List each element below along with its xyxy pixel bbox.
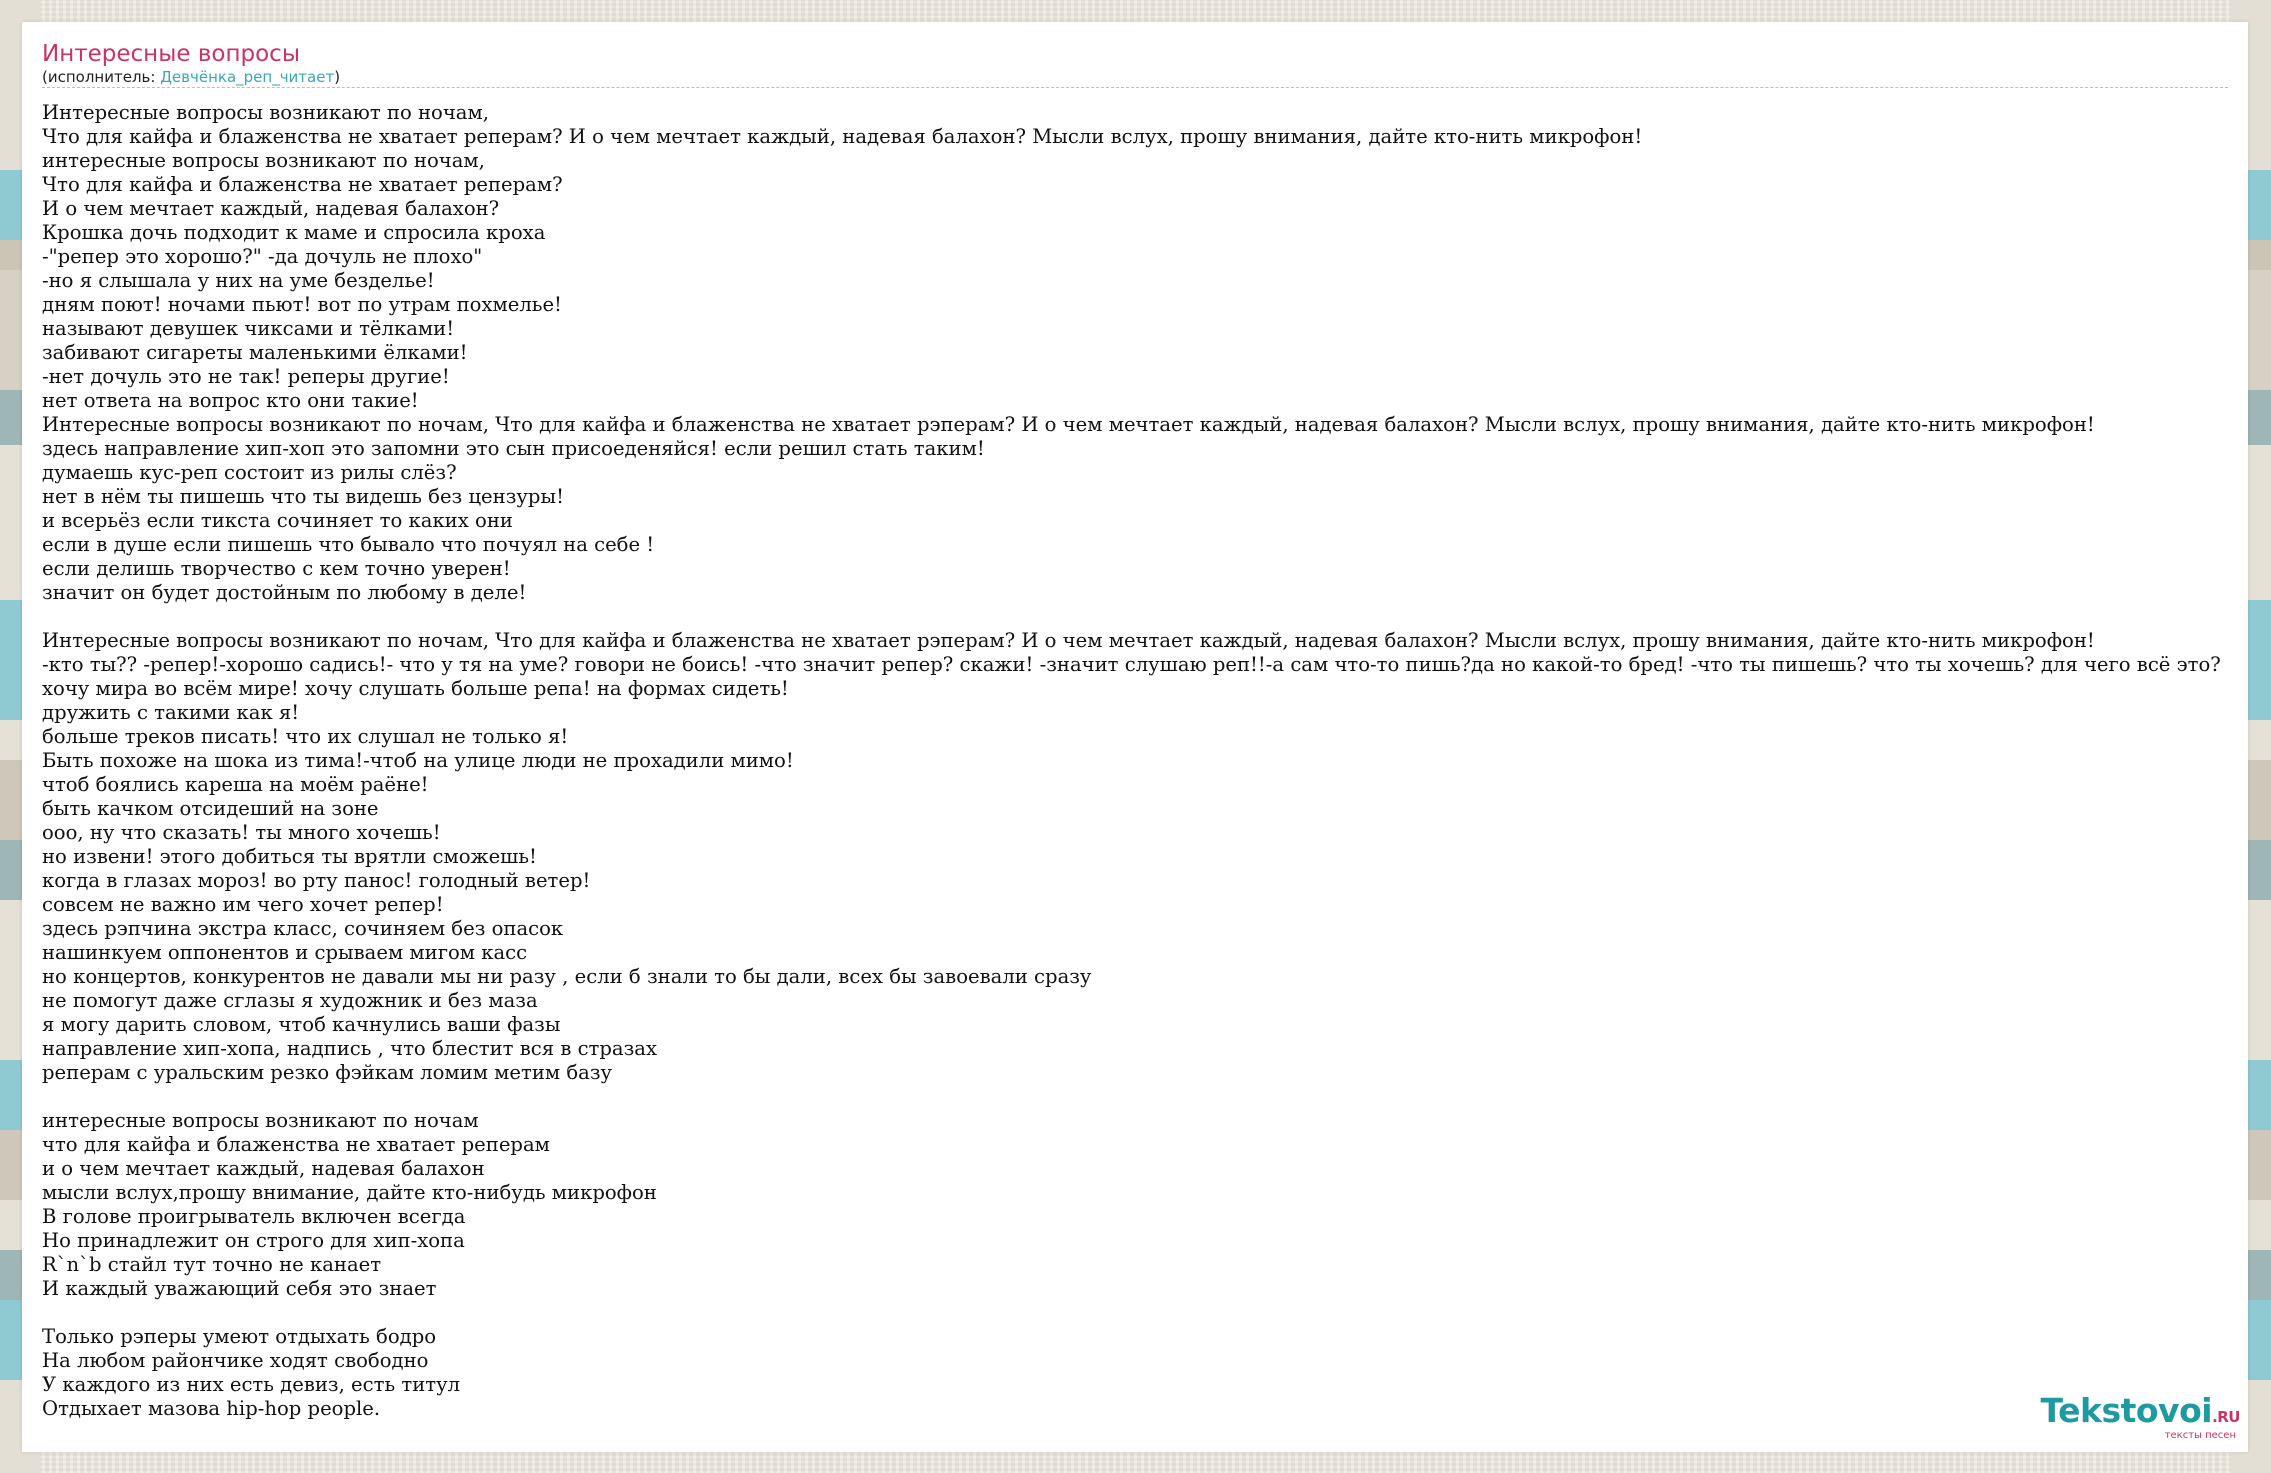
lyric-line: Быть похоже на шока из тима!-чтоб на улице люди не прохадили мимо! bbox=[42, 749, 794, 772]
logo-tagline: тексты песен bbox=[2164, 1430, 2236, 1441]
lyric-line: дружить с такими как я! bbox=[42, 701, 300, 724]
lyric-line bbox=[42, 1301, 2248, 1325]
lyric-line: И о чем мечтает каждый, надевая балахон? bbox=[42, 197, 500, 220]
lyric-line: Только рэперы умеют отдыхать бодро bbox=[42, 1325, 437, 1348]
lyric-line: нашинкуем оппонентов и срываем мигом касс bbox=[42, 941, 528, 964]
lyric-line: В голове проигрыватель включен всегда bbox=[42, 1205, 466, 1228]
lyric-line: и о чем мечтает каждый, надевая балахон bbox=[42, 1157, 485, 1180]
lyric-line: когда в глазах мороз! во рту панос! голодный ветер! bbox=[42, 869, 591, 892]
performer-suffix: ) bbox=[334, 68, 341, 86]
song-header bbox=[42, 40, 2228, 88]
lyric-line: Что для кайфа и блаженства не хватает реперам? И о чем мечтает каждый, надевая балахон? Мысли вслух, прошу внимания, дайте кто-нить микрофон! bbox=[42, 125, 1643, 148]
lyric-line: быть качком отсидеший на зоне bbox=[42, 797, 379, 820]
lyric-line: реперам с уральским резко фэйкам ломим метим базу bbox=[42, 1061, 613, 1084]
lyric-line: -но я слышала у них на уме безделье! bbox=[42, 269, 435, 292]
logo-brand bbox=[2040, 1391, 2240, 1434]
lyric-line: нет ответа на вопрос кто они такие! bbox=[42, 389, 419, 412]
lyric-line: если делишь творчество с кем точно уверен! bbox=[42, 557, 511, 580]
lyric-line: -кто ты?? -репер!-хорошо садись!- что у тя на уме? говори не боись! -что значит репер? скажи! -значит слушаю реп!!-а сам что-то пишь?да но какой-то бред! -что ты пишешь? что ты хочешь? для чего всё это? bbox=[42, 653, 2221, 676]
lyric-line: здесь направление хип-хоп это запомни это сын присоеденяйся! если решил стать таким! bbox=[42, 437, 985, 460]
lyric-line: и всерьёз если тикста сочиняет то каких они bbox=[42, 509, 513, 532]
lyric-line: Но принадлежит он строго для хип-хопа bbox=[42, 1229, 465, 1252]
performer-prefix: (исполнитель: bbox=[42, 68, 161, 86]
lyrics-text bbox=[42, 101, 2248, 1421]
lyric-line: R`n`b стайл тут точно не канает bbox=[42, 1253, 382, 1276]
lyric-line: интересные вопросы возникают по ночам bbox=[42, 1109, 479, 1132]
lyric-line: я могу дарить словом, чтоб качнулись ваши фазы bbox=[42, 1013, 561, 1036]
lyric-line: больше треков писать! что их слушал не только я! bbox=[42, 725, 569, 748]
lyric-line: Что для кайфа и блаженства не хватает реперам? bbox=[42, 173, 563, 196]
lyric-line: -нет дочуль это не так! реперы другие! bbox=[42, 365, 450, 388]
lyric-line: дням поют! ночами пьют! вот по утрам похмелье! bbox=[42, 293, 562, 316]
logo-brand-name: Tekstovoi bbox=[2040, 1391, 2213, 1430]
lyric-line bbox=[42, 605, 2248, 629]
site-logo[interactable] bbox=[2040, 1391, 2240, 1442]
lyric-line: интересные вопросы возникают по ночам, bbox=[42, 149, 485, 172]
song-title: Интересные вопросы bbox=[42, 41, 300, 67]
lyric-line: что для кайфа и блаженства не хватает реперам bbox=[42, 1133, 550, 1156]
lyric-line: Интересные вопросы возникают по ночам, Что для кайфа и блаженства не хватает рэперам? И о чем мечтает каждый, надевая балахон? Мысли вслух, прошу внимания, дайте кто-нить микрофон! bbox=[42, 629, 2095, 652]
lyric-line bbox=[42, 1085, 2248, 1109]
performer-line bbox=[42, 68, 2228, 86]
lyric-line: называют девушек чиксами и тёлками! bbox=[42, 317, 455, 340]
lyric-line: думаешь кус-реп состоит из рилы слёз? bbox=[42, 461, 457, 484]
lyric-line: Отдыхает мазова hip-hop people. bbox=[42, 1397, 381, 1420]
lyric-line: мысли вслух,прошу внимание, дайте кто-нибудь микрофон bbox=[42, 1181, 657, 1204]
lyric-line: Крошка дочь подходит к маме и спросила кроха bbox=[42, 221, 546, 244]
lyric-line: хочу мира во всём мире! хочу слушать больше репа! на формах сидеть! bbox=[42, 677, 789, 700]
lyrics-page bbox=[22, 22, 2248, 1452]
lyric-line: значит он будет достойным по любому в деле! bbox=[42, 581, 527, 604]
lyric-line: направление хип-хопа, надпись , что блестит вся в стразах bbox=[42, 1037, 658, 1060]
lyric-line: Интересные вопросы возникают по ночам, bbox=[42, 101, 489, 124]
lyric-line: забивают сигареты маленькими ёлками! bbox=[42, 341, 468, 364]
lyric-line: И каждый уважающий себя это знает bbox=[42, 1277, 437, 1300]
lyric-line: Интересные вопросы возникают по ночам, Что для кайфа и блаженства не хватает рэперам? И о чем мечтает каждый, надевая балахон? Мысли вслух, прошу внимания, дайте кто-нить микрофон! bbox=[42, 413, 2095, 436]
lyric-line: ооо, ну что сказать! ты много хочешь! bbox=[42, 821, 441, 844]
logo-tld: .RU bbox=[2212, 1408, 2240, 1426]
lyric-line: здесь рэпчина экстра класс, сочиняем без опасок bbox=[42, 917, 564, 940]
lyric-line: не помогут даже сглазы я художник и без маза bbox=[42, 989, 538, 1012]
lyric-line: но извени! этого добиться ты врятли сможешь! bbox=[42, 845, 537, 868]
lyric-line: если в душе если пишешь что бывало что почуял на себе ! bbox=[42, 533, 655, 556]
lyric-line: нет в нём ты пишешь что ты видешь без цензуры! bbox=[42, 485, 564, 508]
lyric-line: но концертов, конкурентов не давали мы ни разу , если б знали то бы дали, всех бы завоевали сразу bbox=[42, 965, 1092, 988]
lyric-line: У каждого из них есть девиз, есть титул bbox=[42, 1373, 461, 1396]
lyric-line: -"репер это хорошо?" -да дочуль не плохо" bbox=[42, 245, 483, 268]
lyric-line: На любом райончике ходят свободно bbox=[42, 1349, 429, 1372]
performer-link[interactable]: Девчёнка_реп_читает bbox=[160, 68, 335, 86]
lyric-line: совсем не важно им чего хочет репер! bbox=[42, 893, 444, 916]
lyric-line: чтоб боялись кареша на моём раёне! bbox=[42, 773, 429, 796]
